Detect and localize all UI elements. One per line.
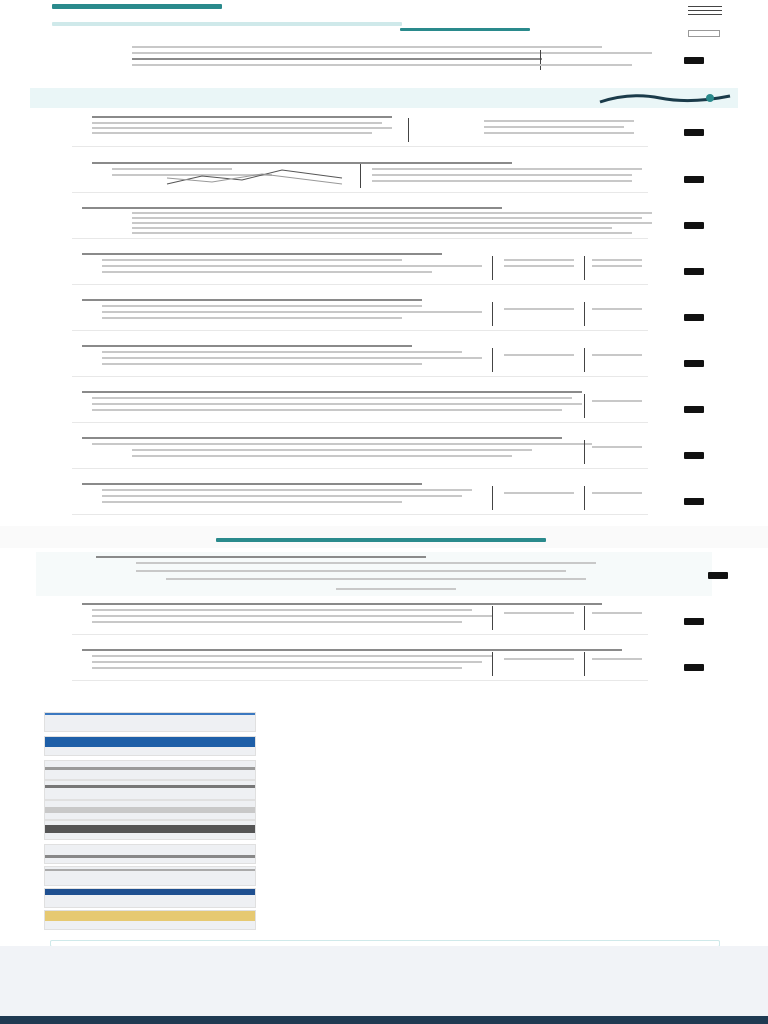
document-item[interactable] xyxy=(72,158,648,193)
hamburger-icon[interactable] xyxy=(688,5,722,15)
footer-bottom-link[interactable] xyxy=(620,1017,700,1023)
banner-illustration-icon xyxy=(590,90,740,106)
recommendation-title xyxy=(306,736,706,744)
footer-link[interactable] xyxy=(404,992,504,998)
recommendation-item[interactable] xyxy=(44,842,724,866)
footer-bottom-bar xyxy=(0,1016,768,1024)
mid-banner-title xyxy=(190,529,590,536)
recommendation-item[interactable] xyxy=(44,734,724,758)
site-footer xyxy=(0,946,768,1024)
banner-title xyxy=(54,90,514,98)
footer-link[interactable] xyxy=(50,968,160,974)
footer-bottom-link[interactable] xyxy=(420,1017,500,1023)
footer-bottom-link[interactable] xyxy=(80,1017,160,1023)
save-button[interactable] xyxy=(684,314,704,321)
document-label xyxy=(92,138,292,144)
document-item[interactable] xyxy=(72,646,648,681)
recommendation-subtitle xyxy=(306,723,686,729)
save-button[interactable] xyxy=(684,57,704,64)
recommendation-title xyxy=(306,800,706,808)
recommendation-subtitle xyxy=(306,771,686,777)
recommendation-subtitle xyxy=(306,855,686,861)
recommendations-heading xyxy=(50,690,430,699)
mid-banner[interactable] xyxy=(0,526,768,548)
save-button[interactable] xyxy=(684,618,704,625)
recommendation-item[interactable] xyxy=(44,710,724,734)
document-thumbnail xyxy=(44,780,256,800)
document-thumbnail xyxy=(44,888,256,908)
page-title xyxy=(52,12,332,20)
recommendation-title xyxy=(306,712,706,720)
footer-link[interactable] xyxy=(404,952,524,958)
save-button[interactable] xyxy=(684,360,704,367)
recommendation-item[interactable] xyxy=(44,886,724,910)
footer-link[interactable] xyxy=(404,976,574,982)
document-thumbnail xyxy=(44,736,256,756)
recommendation-subtitle xyxy=(306,831,686,837)
show-more-label xyxy=(311,940,461,945)
document-item[interactable] xyxy=(72,434,648,469)
document-thumbnail xyxy=(44,866,256,886)
recommendation-title xyxy=(306,866,706,874)
recommendation-subtitle xyxy=(306,899,686,905)
document-thumbnail xyxy=(44,760,256,780)
save-button[interactable] xyxy=(684,268,704,275)
site-header xyxy=(0,0,768,40)
document-item[interactable] xyxy=(72,342,648,377)
header-accent-bar xyxy=(52,4,222,9)
recommendation-item[interactable] xyxy=(44,864,724,888)
mid-banner-accent xyxy=(216,538,546,542)
save-button[interactable] xyxy=(684,129,704,136)
recommendation-title xyxy=(306,820,706,828)
document-thumbnail-icon xyxy=(162,166,352,188)
document-item[interactable] xyxy=(72,480,648,515)
recommendation-title xyxy=(306,780,706,788)
recommendation-subtitle xyxy=(306,791,686,797)
document-item[interactable] xyxy=(72,250,648,285)
footer-link[interactable] xyxy=(404,984,534,990)
footer-bottom-link[interactable] xyxy=(260,1017,340,1023)
title-underline xyxy=(52,22,402,26)
recommendation-title xyxy=(306,888,706,896)
recommendation-subtitle xyxy=(306,747,686,753)
document-item[interactable] xyxy=(36,552,712,596)
document-item[interactable] xyxy=(72,204,648,239)
save-button[interactable] xyxy=(684,498,704,505)
footer-link[interactable] xyxy=(50,984,210,990)
save-button[interactable] xyxy=(708,572,728,579)
save-button[interactable] xyxy=(684,406,704,413)
recommendation-subtitle xyxy=(306,921,686,927)
save-button[interactable] xyxy=(684,452,704,459)
document-thumbnail xyxy=(44,712,256,732)
save-button[interactable] xyxy=(684,176,704,183)
header-tag[interactable] xyxy=(400,28,530,31)
footer-link[interactable] xyxy=(404,1000,584,1006)
document-item[interactable] xyxy=(72,600,648,635)
footer-link[interactable] xyxy=(50,1000,300,1006)
recommendations-subheading xyxy=(50,700,270,707)
footer-link[interactable] xyxy=(50,992,190,998)
document-thumbnail xyxy=(44,910,256,930)
header-menu-button[interactable] xyxy=(688,30,720,37)
recommendation-item[interactable] xyxy=(44,818,724,842)
document-item[interactable] xyxy=(72,296,648,331)
footer-link[interactable] xyxy=(404,968,514,974)
banner-subtitle xyxy=(110,99,270,105)
footer-link[interactable] xyxy=(50,952,170,958)
footer-link[interactable] xyxy=(50,960,180,966)
top-document-section xyxy=(112,40,712,80)
recommendation-title xyxy=(306,844,706,852)
document-thumbnail xyxy=(44,820,256,840)
document-thumbnail xyxy=(44,844,256,864)
document-item[interactable] xyxy=(72,112,648,147)
document-thumbnail xyxy=(44,800,256,820)
header-subtitle xyxy=(52,28,392,34)
recommendation-subtitle xyxy=(306,811,686,817)
footer-link[interactable] xyxy=(50,976,290,982)
save-button[interactable] xyxy=(684,222,704,229)
recommendation-title xyxy=(306,910,706,918)
save-button[interactable] xyxy=(684,664,704,671)
document-item[interactable] xyxy=(72,388,648,423)
footer-link[interactable] xyxy=(404,960,534,966)
recommendation-item[interactable] xyxy=(44,908,724,932)
recommendation-subtitle xyxy=(306,877,686,883)
recommendation-title xyxy=(306,760,706,768)
promo-banner[interactable] xyxy=(30,88,738,108)
